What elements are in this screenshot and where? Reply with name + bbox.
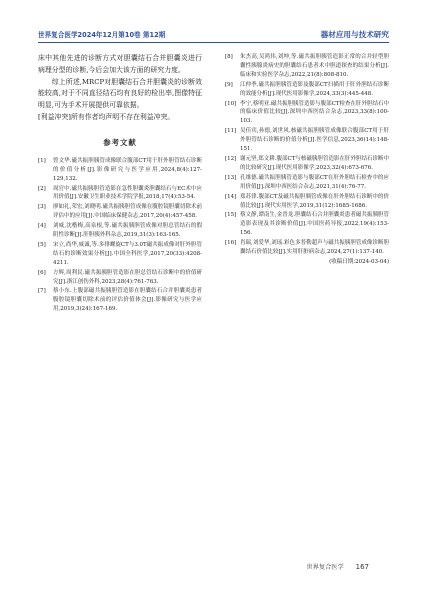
reference-item bbox=[225, 127, 389, 154]
reference-number: [5] bbox=[38, 241, 46, 248]
reference-text: 周官中.磁共振胰胆管造影在急性胆囊炎胆囊结石与EC术中应用价值[J].安徽卫生职业技术学院学报,2018,17(4):53-54. bbox=[53, 185, 202, 201]
section-label: 器材应用与技术研究 bbox=[320, 30, 389, 39]
reference-text: 朱杰高,吴鸿伟,刘坤,等.磁共振胆胰管造影正常的合并轻型胆囊性胰腺炎病史的胆囊结石患者术中胆道探查的结果分析[J].临床和实验医学杂志,2022,21(8):808-810. bbox=[240, 54, 389, 78]
reference-text: 曾文华.磁共振胆胰管成像联合腹部CT用于肝外胆管结石诊断的价值分析[J].影像研究与医学应用,2024,8(4):127-129,132. bbox=[53, 157, 202, 182]
reference-item bbox=[38, 287, 202, 314]
reference-text: 蔡文静,谭南生,金晋龙.胆囊结石合并胆囊炎患者磁共振胰胆管造影表现及其诊断价值[J].中国医药导报,2022,19(4):153-156. bbox=[240, 212, 389, 237]
reference-number: [11] bbox=[225, 128, 237, 135]
header-divider bbox=[38, 42, 389, 43]
reference-text: 李宁,蔡明亚.磁共振胆胰管造影与腹部CT检查在肝外胆结石中的临床价值比较[J].深圳中西医结合杂志,2023,33(8):100-103. bbox=[240, 100, 389, 125]
reference-number: [3] bbox=[38, 204, 46, 211]
reference-text: 孔维德.磁共振胆胰管造影与腹部CT在肝外胆结石检查中的应用价值[J].深圳中西医结合杂志,2021,31(4):76-77. bbox=[240, 174, 389, 190]
page-header bbox=[38, 30, 389, 44]
left-column bbox=[38, 53, 202, 315]
reference-number: [13] bbox=[225, 174, 237, 181]
reference-text: 吴佳宾,孙德,刘世风.核磁共振胆胰管成像联合腹部CT用于肝外胆管结石诊断的价值分析[J].医学信息,2023,36(14):148-151. bbox=[240, 128, 389, 153]
reference-item bbox=[225, 53, 389, 80]
reference-text: 宋立,尚华,威诚,等.多排螺旋CT与3.0T磁共振成像对肝外胆管结石的诊断效果分析[J].中国全科医学,2017,20(33):4208-4211. bbox=[53, 241, 202, 266]
references-heading: 参考文献 bbox=[103, 137, 137, 147]
reference-number: [1] bbox=[38, 157, 46, 164]
reference-text: 谢元坚,郑文耕.腹部CT与核磁胰胆管造影在肝外胆结石诊断中的比较研究[J].现代医用影像学,2023,32(4):673-676. bbox=[240, 155, 389, 171]
reference-number: [14] bbox=[225, 193, 237, 200]
page-number: 167 bbox=[355, 563, 369, 571]
reference-item bbox=[225, 239, 389, 257]
reference-number: [8] bbox=[225, 54, 233, 60]
received-date: (收稿日期:2024-03-04) bbox=[329, 258, 389, 265]
reference-number: [7] bbox=[38, 288, 46, 295]
reference-number: [16] bbox=[225, 240, 237, 247]
reference-item bbox=[225, 211, 389, 238]
reference-item bbox=[38, 203, 202, 221]
reference-text: 郑苏律.腹部CT及磁共振胆胰管成像在肝外胆结石诊断中的价值比较[J].现代实用医学,2019,31(12):1685-1686. bbox=[240, 193, 389, 209]
journal-issue-label: 世界复合医学2024年12月第10卷 第12期 bbox=[38, 31, 166, 39]
reference-text: 江仲季.磁共振胆胰管造影及腹部CT扫描用于肝外胆结石诊断的效能分析[J].现代医用影像学,2024,33(3):445-448. bbox=[240, 81, 389, 97]
page-footer bbox=[307, 562, 369, 571]
reference-item bbox=[38, 241, 202, 268]
reference-text: 刘威,沈楷梅,高泉根,等.磁共振胰胆管成像对胆总管结石的假阴性诊断[J].肝胆胰外科杂志,2019,31(3):163-165. bbox=[53, 223, 202, 239]
reference-text: 肖瑞,刘爱华,刘瑶.彩色多普勒超声与磁共振胰胆管成像诊断胆囊结石价值比较[J].实用肝脏病杂志,2024,27(1):137-140. bbox=[240, 240, 389, 256]
reference-item bbox=[225, 155, 389, 173]
right-column bbox=[225, 53, 389, 267]
reference-number: [10] bbox=[225, 100, 237, 107]
reference-number: [2] bbox=[38, 185, 46, 192]
reference-item bbox=[225, 193, 389, 211]
reference-number: [15] bbox=[225, 212, 237, 219]
reference-item bbox=[225, 100, 389, 127]
reference-item bbox=[38, 222, 202, 240]
reference-number: [6] bbox=[38, 269, 46, 276]
conflict-of-interest-statement: [利益冲突]所有作者均声明不存在利益冲突。 bbox=[38, 112, 175, 121]
reference-text: 蔡小东.上腹部磁共振胰胆管造影在胆囊结石合并胆囊炎患者腹腔镜胆囊切除术前的评估价值体会[J].影像研究与医学应用,2019,3(24):167-169. bbox=[53, 288, 202, 313]
footer-journal-name: 世界复合医学 bbox=[306, 564, 344, 571]
reference-item bbox=[38, 185, 202, 203]
reference-item bbox=[225, 174, 389, 192]
reference-list-left bbox=[38, 157, 202, 314]
reference-text: 方辉,周利民.磁共振胰胆管造影在胆总管结石诊断中的价值研究[J].浙江创伤外科,2023,28(4):761-763. bbox=[53, 269, 202, 285]
reference-number: [9] bbox=[225, 81, 233, 88]
reference-number: [12] bbox=[225, 155, 237, 162]
reference-text: 廖如礼,荣宏,刘晓明.磁共振胰胆管成像在腹腔镜胆囊切除术前评估中的应用[J].中国临床保健杂志,2017,20(4):457-458. bbox=[53, 204, 202, 220]
reference-item bbox=[38, 269, 202, 287]
body-paragraph-conclusion: 综上所述,MRCP对胆囊结石合并胆囊炎的诊断效能较高,对于不同直径结石均有良好的检出率,图像特征明显,可为手术开展提供可靠依据。 bbox=[38, 77, 202, 110]
body-paragraph-continued: 床中其他先进的诊断方式对胆囊结石合并胆囊炎进行病理分型的诊断,今后会加大该方面的研究力度。 bbox=[38, 54, 202, 74]
reference-number: [4] bbox=[38, 223, 46, 230]
reference-list-right bbox=[225, 53, 389, 257]
reference-item bbox=[225, 81, 389, 99]
reference-item bbox=[38, 157, 202, 184]
